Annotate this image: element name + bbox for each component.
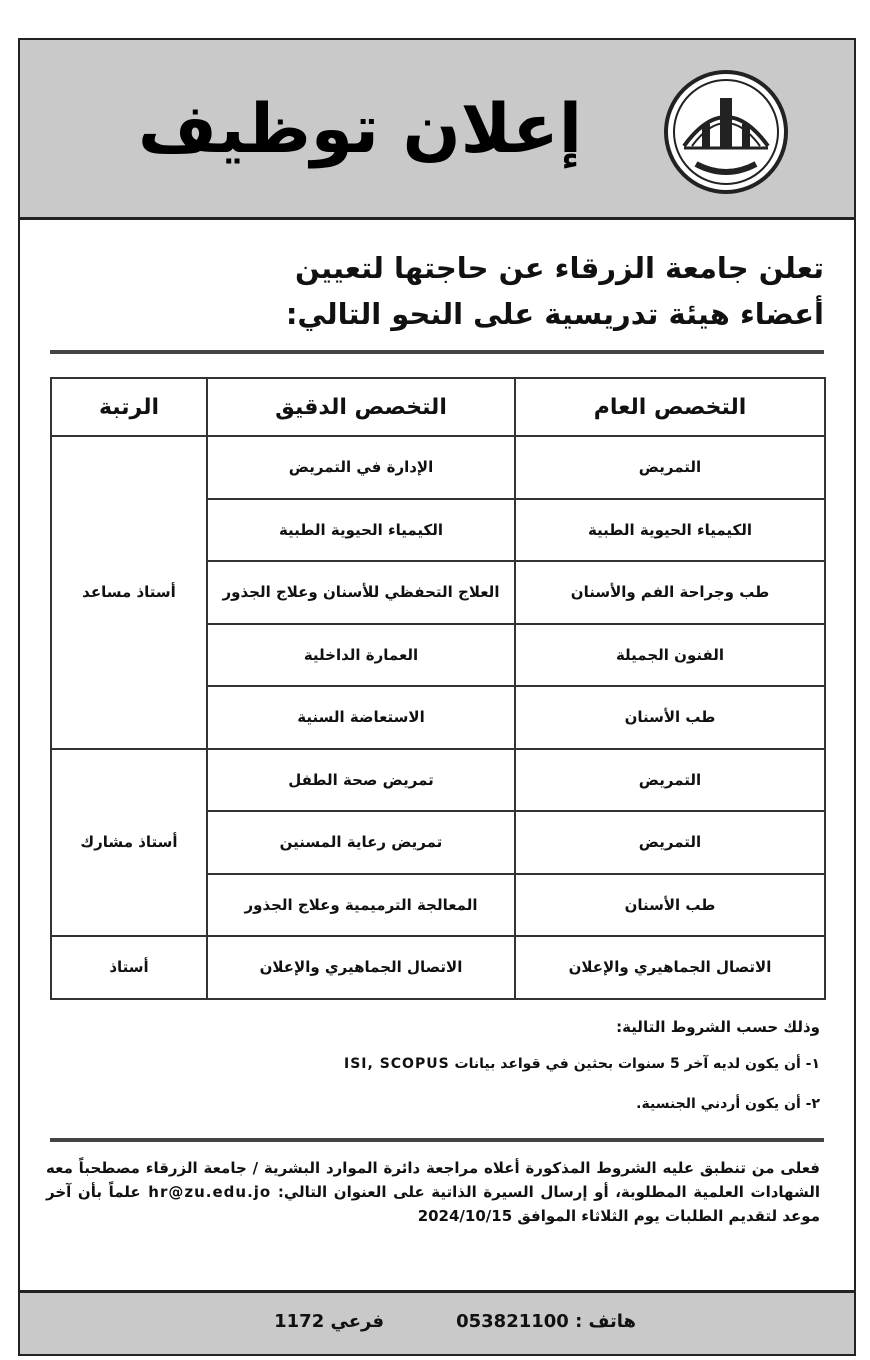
general-specialty-cell: الفنون الجميلة xyxy=(515,624,825,687)
specific-specialty-cell: تمريض رعاية المسنين xyxy=(207,811,515,874)
rank-cell: أستاذ مساعد xyxy=(51,436,207,749)
condition-item: ٢- أن يكون أردني الجنسية. xyxy=(636,1096,820,1112)
general-specialty-cell: التمريض xyxy=(515,749,825,812)
university-emblem-icon xyxy=(662,68,790,196)
conditions-title: وذلك حسب الشروط التالية: xyxy=(616,1018,820,1036)
rank-cell: أستاذ xyxy=(51,936,207,999)
table-header-row xyxy=(51,378,825,436)
header-banner xyxy=(20,40,854,220)
header-rank: الرتبة xyxy=(51,378,207,436)
specific-specialty-cell: الكيمياء الحيوية الطبية xyxy=(207,499,515,562)
rank-cell: أستاذ مشارك xyxy=(51,749,207,937)
specific-specialty-cell: العمارة الداخلية xyxy=(207,624,515,687)
specific-specialty-cell: الاستعاضة السنية xyxy=(207,686,515,749)
table-row xyxy=(51,936,825,999)
footer-bar xyxy=(20,1290,854,1354)
general-specialty-cell: طب وجراحة الفم والأسنان xyxy=(515,561,825,624)
phone-number: هاتف : 053821100 xyxy=(456,1311,636,1332)
header-general-specialty: التخصص العام xyxy=(515,378,825,436)
general-specialty-cell: التمريض xyxy=(515,436,825,499)
specific-specialty-cell: العلاج التحفظي للأسنان وعلاج الجذور xyxy=(207,561,515,624)
extension-number: فرعي 1172 xyxy=(274,1311,384,1332)
intro-text xyxy=(44,245,824,337)
specific-specialty-cell: المعالجة الترميمية وعلاج الجذور xyxy=(207,874,515,937)
advertisement-frame xyxy=(18,38,856,1356)
intro-line-1: تعلن جامعة الزرقاء عن حاجتها لتعيين xyxy=(295,251,824,285)
table-row xyxy=(51,749,825,812)
table-row xyxy=(51,436,825,499)
specific-specialty-cell: الإدارة في التمريض xyxy=(207,436,515,499)
general-specialty-cell: طب الأسنان xyxy=(515,874,825,937)
specific-specialty-cell: تمريض صحة الطفل xyxy=(207,749,515,812)
general-specialty-cell: الاتصال الجماهيري والإعلان xyxy=(515,936,825,999)
specific-specialty-cell: الاتصال الجماهيري والإعلان xyxy=(207,936,515,999)
intro-line-2: أعضاء هيئة تدريسية على النحو التالي: xyxy=(285,297,824,331)
positions-table xyxy=(50,377,826,1000)
divider xyxy=(50,350,824,354)
general-specialty-cell: طب الأسنان xyxy=(515,686,825,749)
divider xyxy=(50,1138,824,1142)
general-specialty-cell: التمريض xyxy=(515,811,825,874)
condition-item: ١- أن يكون لديه آخر 5 سنوات بحثين في قواعد بيانات ISI, SCOPUS xyxy=(344,1056,820,1072)
header-specific-specialty: التخصص الدقيق xyxy=(207,378,515,436)
page-title: إعلان توظيف xyxy=(137,90,583,169)
closing-paragraph: فعلى من تنطبق عليه الشروط المذكورة أعلاه مراجعة دائرة الموارد البشرية / جامعة الزرقاء مصطحباً معه الشهادات العلمية المطلوبة، أو إرسال السيرة الذاتية على العنوان التالي: hr@zu.edu.jo علماً بأن آخر موعد لتقديم الطلبات يوم الثلاثاء الموافق 2024/10/15 xyxy=(46,1159,821,1225)
general-specialty-cell: الكيمياء الحيوية الطبية xyxy=(515,499,825,562)
